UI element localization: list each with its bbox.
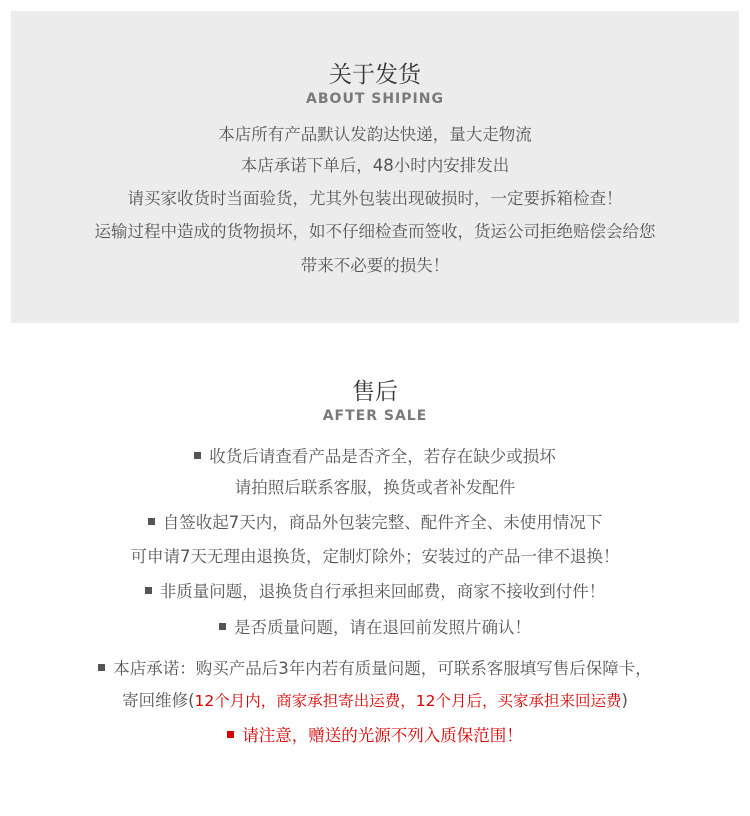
square-bullet-icon (98, 664, 105, 671)
square-bullet-icon (219, 623, 226, 630)
square-bullet-icon (145, 587, 152, 594)
after-sale-item: 自签收起7天内，商品外包装完整、配件齐全、未使用情况下 (0, 509, 750, 533)
after-sale-item: 是否质量问题，请在退回前发照片确认！ (0, 614, 750, 638)
repair-shipping-terms: 12个月内，商家承担寄出运费，12个月后，买家承担来回运费 (194, 692, 622, 710)
repair-line: 寄回维修(12个月内，商家承担寄出运费，12个月后，买家承担来回运费) (122, 691, 628, 710)
after-sale-item: 非质量问题，退换货自行承担来回邮费，商家不接收到付件！ (0, 578, 750, 602)
after-sale-line: 可申请7天无理由退换货，定制灯除外；安装过的产品一律不退换！ (130, 547, 620, 566)
shipping-line-2: 本店承诺下单后，48小时内安排发出 (240, 156, 510, 175)
square-bullet-icon (227, 731, 234, 738)
after-sale-item: 收货后请查看产品是否齐全，若存在缺少或损坏 (0, 443, 750, 467)
shipping-line-1: 本店所有产品默认发韵达快递，量大走物流 (218, 125, 532, 144)
after-sale-line: 请拍照后联系客服，换货或者补发配件 (234, 478, 516, 497)
shipping-subtitle: ABOUT SHIPING (306, 91, 444, 107)
shipping-title: 关于发货 (329, 62, 421, 88)
shipping-line-5: 带来不必要的损失！ (300, 256, 450, 275)
square-bullet-icon (148, 518, 155, 525)
shipping-line-3: 请买家收货时当面验货，尤其外包装出现破损时，一定要拆箱检查！ (127, 189, 623, 208)
shipping-line-4: 运输过程中造成的货物损坏，如不仔细检查而签收，货运公司拒绝赔偿会给您 (94, 222, 656, 241)
after-sale-title: 售后 (352, 379, 398, 405)
warranty-notice: 请注意，赠送的光源不列入质保范围！ (0, 722, 750, 746)
after-sale-subtitle: AFTER SALE (322, 408, 428, 424)
after-sale-item: 本店承诺：购买产品后3年内若有质量问题，可联系客服填写售后保障卡， (0, 655, 750, 679)
square-bullet-icon (194, 452, 201, 459)
